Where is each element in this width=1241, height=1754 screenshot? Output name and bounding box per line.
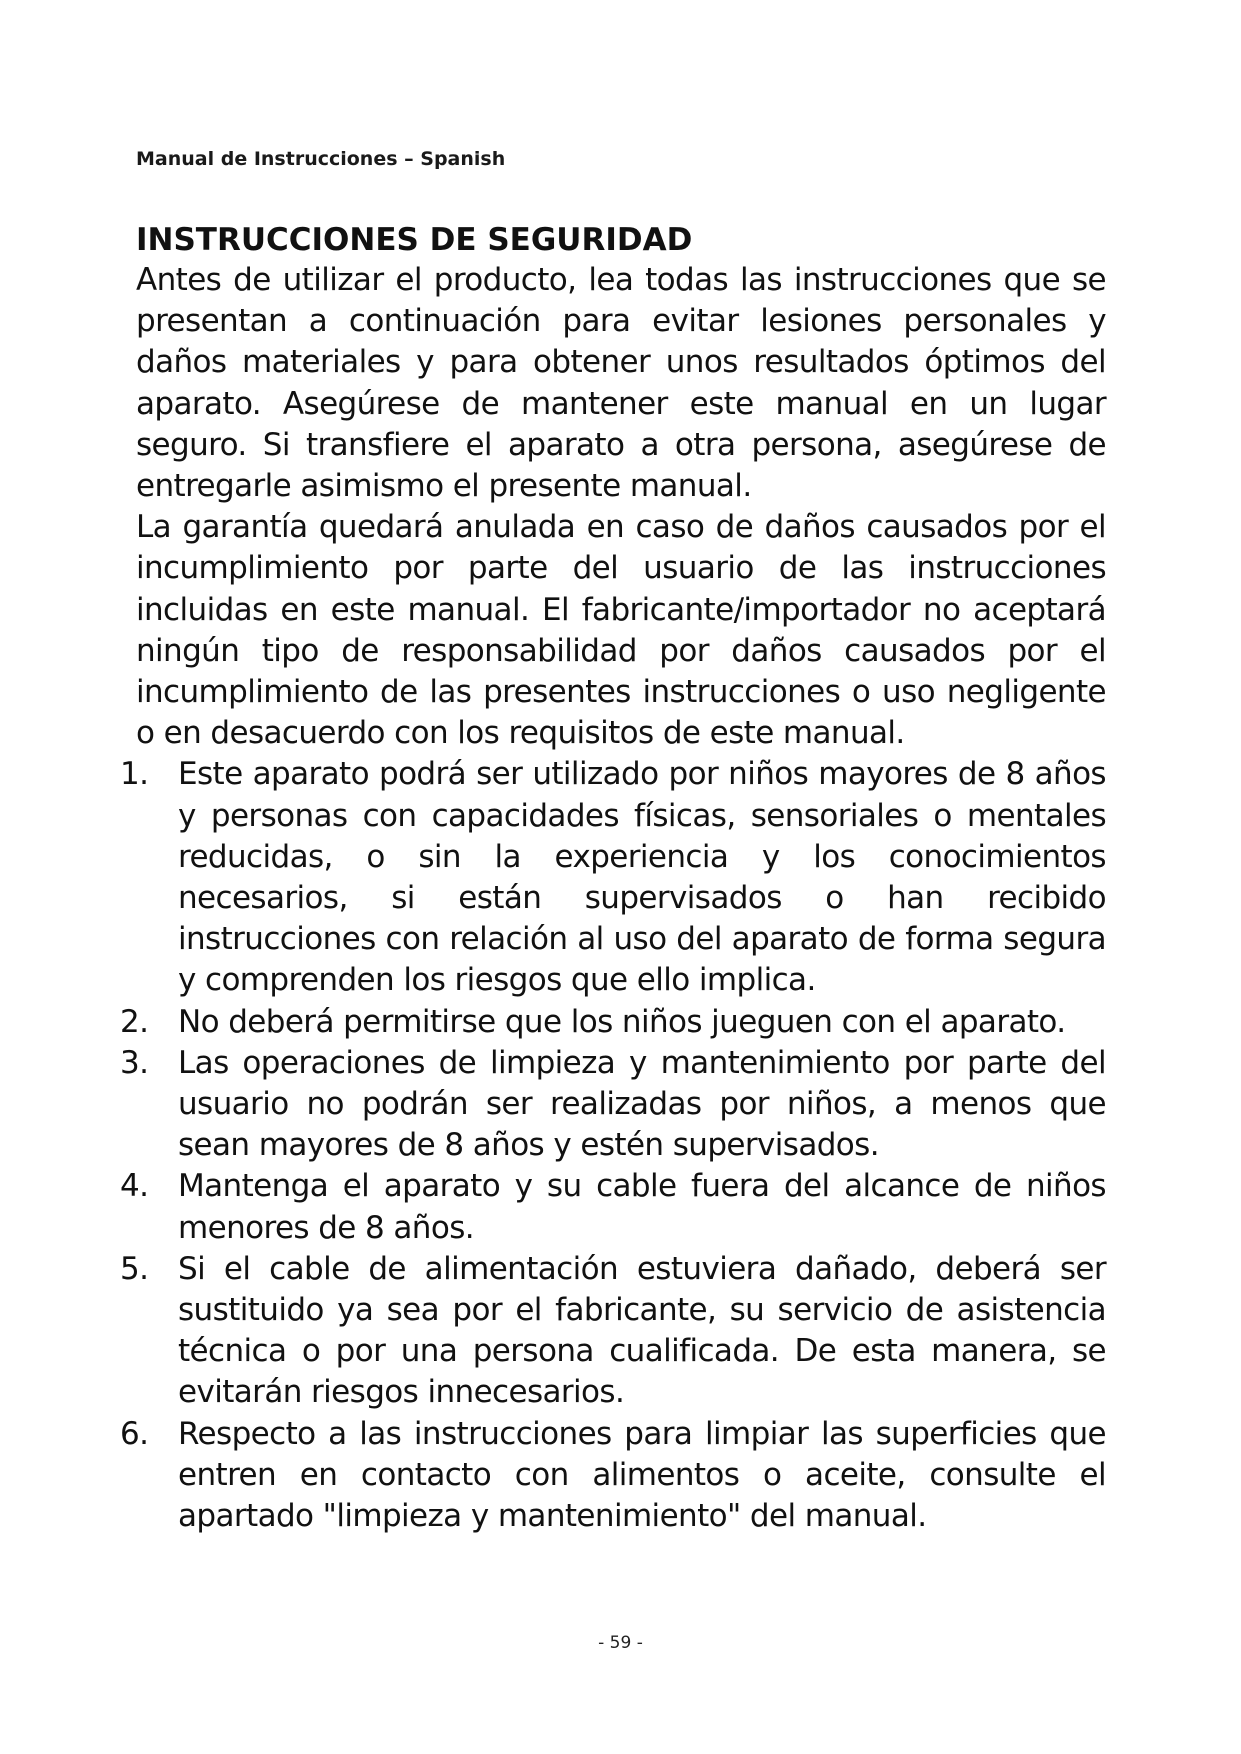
list-item-number: 4. — [120, 1168, 149, 1205]
section-title: INSTRUCCIONES DE SEGURIDAD — [136, 222, 693, 258]
list-item — [120, 1043, 1106, 1167]
document-body — [120, 220, 1106, 1537]
list-item — [120, 1002, 1106, 1043]
page-number: - 59 - — [598, 1633, 643, 1653]
list-item-number: 3. — [120, 1044, 149, 1081]
list-item — [120, 1414, 1106, 1538]
list-item — [120, 754, 1106, 1001]
list-item-text: Si el cable de alimentación estuviera dañado, deberá ser sustituido ya sea por el fabricante, su servicio de asistencia técnica o por una persona cualificada. De esta manera, se evitarán riesgos innecesarios. — [178, 1250, 1106, 1411]
list-item — [120, 1166, 1106, 1248]
list-item-number: 2. — [120, 1003, 149, 1040]
list-item-number: 5. — [120, 1250, 149, 1287]
list-item-text: No deberá permitirse que los niños jueguen con el aparato. — [178, 1003, 1066, 1040]
list-item-number: 6. — [120, 1415, 149, 1452]
intro-paragraph: Antes de utilizar el producto, lea todas las instrucciones que se presentan a continuación para evitar lesiones personales y daños materiales y para obtener unos resultados óptimos del aparato. Asegúrese de mantener este manual en un lugar seguro. Si transfiere el aparato a otra persona, asegúrese de entregarle asimismo el presente manual. — [136, 262, 1106, 505]
list-item-text: Respecto a las instrucciones para limpiar las superficies que entren en contacto con alimentos o aceite, consulte el apartado "limpieza y mantenimiento" del manual. — [178, 1415, 1106, 1535]
list-item-text: Mantenga el aparato y su cable fuera del alcance de niños menores de 8 años. — [178, 1168, 1106, 1246]
list-item-text: Este aparato podrá ser utilizado por niños mayores de 8 años y personas con capacidades físicas, sensoriales o mentales reducidas, o sin la experiencia y los conocimientos necesarios, si están supervisados o han recibido instrucciones con relación al uso del aparato de forma segura y comprenden los riesgos que ello implica. — [178, 756, 1106, 999]
list-item-number: 1. — [120, 756, 149, 793]
list-item — [120, 1249, 1106, 1414]
safety-list — [120, 754, 1106, 1537]
list-item-text: Las operaciones de limpieza y mantenimiento por parte del usuario no podrán ser realizadas por niños, a menos que sean mayores de 8 años y estén supervisados. — [178, 1044, 1106, 1164]
warranty-paragraph: La garantía quedará anulada en caso de daños causados por el incumplimiento por parte del usuario de las instrucciones incluidas en este manual. El fabricante/importador no aceptará ningún tipo de responsabilidad por daños causados por el incumplimiento de las presentes instrucciones o uso negligente o en desacuerdo con los requisitos de este manual. — [136, 509, 1106, 752]
running-header: Manual de Instrucciones – Spanish — [136, 148, 506, 170]
